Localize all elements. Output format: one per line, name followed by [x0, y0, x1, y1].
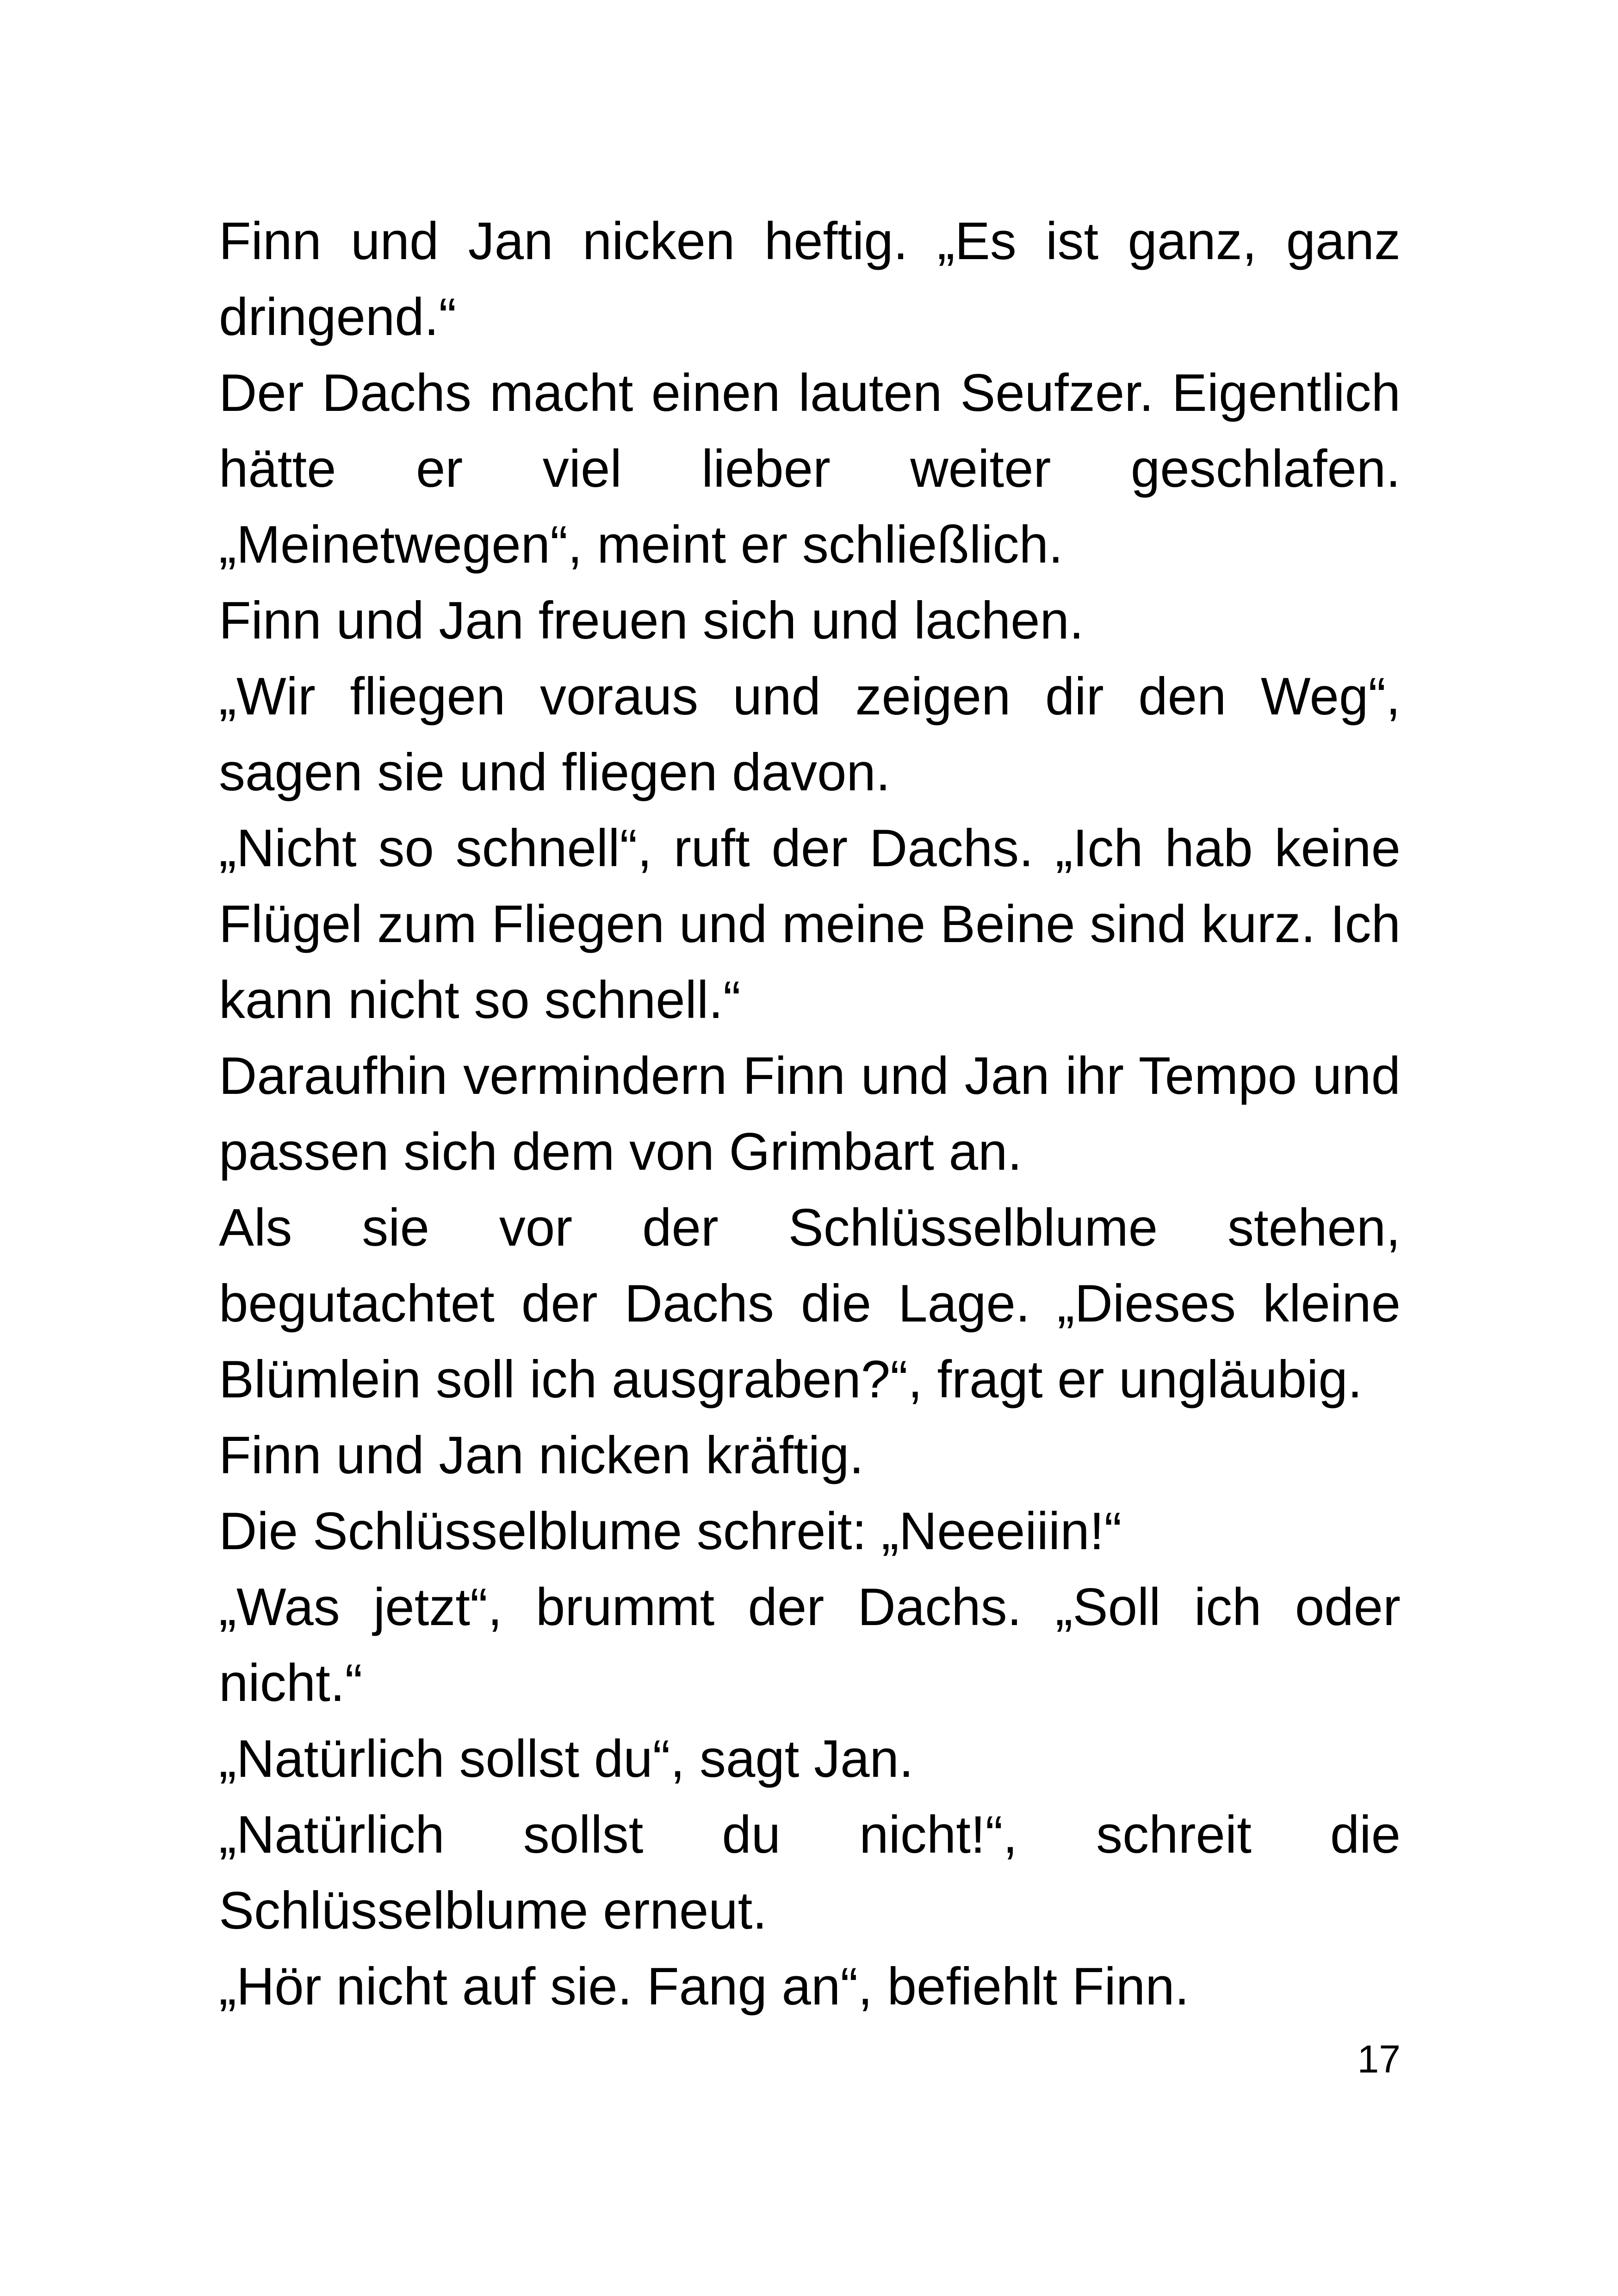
paragraph: Daraufhin vermindern Finn und Jan ihr Tempo und passen sich dem von Grimbart an.: [219, 1047, 1401, 1181]
paragraph: „Was jetzt“, brummt der Dachs. „Soll ich oder nicht.“: [219, 1578, 1401, 1713]
paragraph: Finn und Jan nicken kräftig.: [219, 1426, 864, 1485]
paragraph: „Nicht so schnell“, ruft der Dachs. „Ich hab keine Flügel zum Fliegen und meine Beine sind kurz. Ich kann nicht so schnell.“: [219, 819, 1401, 1030]
paragraph: „Hör nicht auf sie. Fang an“, befiehlt Finn.: [219, 1957, 1190, 2016]
page-number: 17: [1357, 2037, 1401, 2081]
paragraph: „Natürlich sollst du“, sagt Jan.: [219, 1730, 914, 1788]
paragraph: „Natürlich sollst du nicht!“, schreit die Schlüsselblume erneut.: [219, 1806, 1401, 1940]
paragraph: Finn und Jan freuen sich und lachen.: [219, 591, 1084, 650]
paragraph: Finn und Jan nicken heftig. „Es ist ganz, ganz dringend.“: [219, 212, 1401, 347]
paragraph: Die Schlüsselblume schreit: „Neeeiiin!“: [219, 1502, 1122, 1561]
page-body-text: [219, 204, 1401, 2025]
paragraph: Der Dachs macht einen lauten Seufzer. Eigentlich hätte er viel lieber weiter geschlafen. „Meinetwegen“, meint er schließlich.: [219, 364, 1401, 574]
paragraph: Als sie vor der Schlüsselblume stehen, begutachtet der Dachs die Lage. „Dieses kleine Blümlein soll ich ausgraben?“, fragt er ungläubig.: [219, 1198, 1401, 1409]
paragraph: „Wir fliegen voraus und zeigen dir den Weg“, sagen sie und fliegen davon.: [219, 667, 1401, 802]
